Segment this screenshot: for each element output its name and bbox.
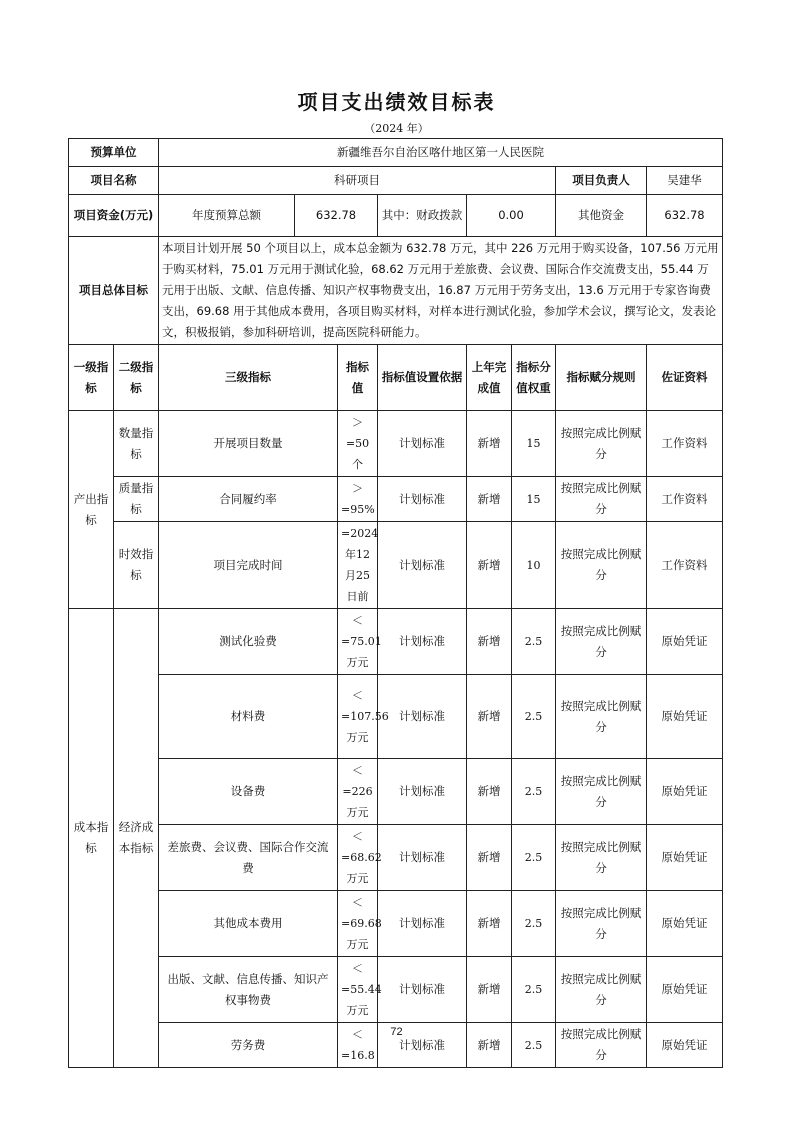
row-name: 设备费 xyxy=(159,759,338,825)
row-name: 劳务费 xyxy=(159,1023,338,1068)
row-value: ＜=55.44万元 xyxy=(338,957,378,1023)
col-level2: 二级指标 xyxy=(114,345,159,411)
table-row xyxy=(69,891,723,957)
table-row xyxy=(69,477,723,522)
row-name: 出版、文献、信息传播、知识产权事物费 xyxy=(159,957,338,1023)
row-evidence: 原始凭证 xyxy=(647,1023,723,1068)
row-name: 差旅费、会议费、国际合作交流费 xyxy=(159,825,338,891)
other-label: 其他资金 xyxy=(556,195,647,237)
fund-label: 项目资金(万元) xyxy=(69,195,159,237)
row-weight: 2.5 xyxy=(512,675,556,759)
row-name: 测试化验费 xyxy=(159,609,338,675)
row-rule: 按照完成比例赋分 xyxy=(556,411,647,477)
table-row xyxy=(69,825,723,891)
table-row xyxy=(69,675,723,759)
row-name: 材料费 xyxy=(159,675,338,759)
row-value: ＜=226万元 xyxy=(338,759,378,825)
unit-value: 新疆维吾尔自治区喀什地区第一人民医院 xyxy=(159,139,723,167)
row-rule: 按照完成比例赋分 xyxy=(556,891,647,957)
year-label: （2024 年） xyxy=(364,122,429,135)
row-last: 新增 xyxy=(467,1023,512,1068)
page-title: 项目支出绩效目标表 xyxy=(297,90,496,114)
row-rule: 按照完成比例赋分 xyxy=(556,522,647,609)
row-rule: 按照完成比例赋分 xyxy=(556,675,647,759)
row-evidence: 原始凭证 xyxy=(647,759,723,825)
manager-label: 项目负责人 xyxy=(556,167,647,195)
row-last: 新增 xyxy=(467,477,512,522)
row-rule: 按照完成比例赋分 xyxy=(556,759,647,825)
row-last: 新增 xyxy=(467,957,512,1023)
group-economic: 经济成本指标 xyxy=(114,609,159,1068)
row-value: =2024年12月25日前 xyxy=(338,522,378,609)
page-number: 72 xyxy=(390,1026,403,1038)
col-basis: 指标值设置依据 xyxy=(378,345,467,411)
row-basis: 计划标准 xyxy=(378,411,467,477)
col-evidence: 佐证资料 xyxy=(647,345,723,411)
group-quality: 质量指标 xyxy=(114,477,159,522)
row-rule: 按照完成比例赋分 xyxy=(556,825,647,891)
row-evidence: 工作资料 xyxy=(647,522,723,609)
row-rule: 按照完成比例赋分 xyxy=(556,609,647,675)
row-name: 合同履约率 xyxy=(159,477,338,522)
row-evidence: 原始凭证 xyxy=(647,675,723,759)
row-evidence: 原始凭证 xyxy=(647,891,723,957)
row-last: 新增 xyxy=(467,675,512,759)
row-basis: 计划标准 xyxy=(378,522,467,609)
row-rule: 按照完成比例赋分 xyxy=(556,957,647,1023)
row-basis: 计划标准 xyxy=(378,759,467,825)
row-weight: 2.5 xyxy=(512,609,556,675)
other-value: 632.78 xyxy=(647,195,723,237)
row-basis: 计划标准 xyxy=(378,957,467,1023)
row-evidence: 原始凭证 xyxy=(647,825,723,891)
col-level1: 一级指标 xyxy=(69,345,114,411)
row-value: ＜=16.8 xyxy=(338,1023,378,1068)
col-level3: 三级指标 xyxy=(159,345,338,411)
row-name: 项目完成时间 xyxy=(159,522,338,609)
row-basis: 计划标准 xyxy=(378,825,467,891)
row-basis: 计划标准 xyxy=(378,675,467,759)
annual-value: 632.78 xyxy=(295,195,378,237)
col-rule: 指标赋分规则 xyxy=(556,345,647,411)
annual-label: 年度预算总额 xyxy=(159,195,295,237)
row-weight: 10 xyxy=(512,522,556,609)
row-basis: 计划标准 xyxy=(378,891,467,957)
row-last: 新增 xyxy=(467,609,512,675)
performance-table xyxy=(68,138,723,1068)
row-weight: 2.5 xyxy=(512,891,556,957)
goal-text: 本项目计划开展 50 个项目以上，成本总金额为 632.78 万元，其中 226 万元用于购买设备，107.56 万元用于购买材料，75.01 万元用于测试化验，68.62 万元用于差旅费、会议费、国际合作交流费支出，55.44 万元用于出版、文献、信息传播、知识产权事物费支出，16.87 万元用于劳务支出，13.6 万元用于专家咨询费支出，69.68 用于其他成本费用，各项目购买材料，对样本进行测试化验，参加学术会议，撰写论文，发表论文，积极报销，参加科研培训，提高医院科研能力。 xyxy=(159,237,723,345)
row-basis: 计划标准 xyxy=(378,609,467,675)
manager-value: 吴建华 xyxy=(647,167,723,195)
col-value: 指标值 xyxy=(338,345,378,411)
row-weight: 2.5 xyxy=(512,759,556,825)
group-quantity: 数量指标 xyxy=(114,411,159,477)
row-last: 新增 xyxy=(467,411,512,477)
row-value: ＜=69.68万元 xyxy=(338,891,378,957)
fiscal-label: 其中：财政拨款 xyxy=(378,195,467,237)
row-basis: 计划标准 xyxy=(378,477,467,522)
row-last: 新增 xyxy=(467,759,512,825)
unit-label: 预算单位 xyxy=(69,139,159,167)
row-value: ＜=68.62万元 xyxy=(338,825,378,891)
row-weight: 2.5 xyxy=(512,1023,556,1068)
table-row xyxy=(69,522,723,609)
row-last: 新增 xyxy=(467,891,512,957)
table-row xyxy=(69,609,723,675)
col-last: 上年完成值 xyxy=(467,345,512,411)
row-last: 新增 xyxy=(467,825,512,891)
row-weight: 15 xyxy=(512,477,556,522)
project-label: 项目名称 xyxy=(69,167,159,195)
row-rule: 按照完成比例赋分 xyxy=(556,1023,647,1068)
table-row xyxy=(69,411,723,477)
row-evidence: 原始凭证 xyxy=(647,957,723,1023)
row-evidence: 工作资料 xyxy=(647,411,723,477)
project-value: 科研项目 xyxy=(159,167,556,195)
row-weight: 2.5 xyxy=(512,825,556,891)
row-name: 开展项目数量 xyxy=(159,411,338,477)
table-row xyxy=(69,759,723,825)
row-weight: 15 xyxy=(512,411,556,477)
row-value: ＞=50个 xyxy=(338,411,378,477)
row-basis: 计划标准 xyxy=(378,1023,467,1068)
row-last: 新增 xyxy=(467,522,512,609)
table-row xyxy=(69,957,723,1023)
group-cost: 成本指标 xyxy=(69,609,114,1068)
fiscal-value: 0.00 xyxy=(467,195,556,237)
goal-label: 项目总体目标 xyxy=(69,237,159,345)
row-weight: 2.5 xyxy=(512,957,556,1023)
row-evidence: 原始凭证 xyxy=(647,609,723,675)
col-weight: 指标分值权重 xyxy=(512,345,556,411)
group-timeliness: 时效指标 xyxy=(114,522,159,609)
row-evidence: 工作资料 xyxy=(647,477,723,522)
group-output: 产出指标 xyxy=(69,411,114,609)
row-value: ＜=75.01万元 xyxy=(338,609,378,675)
row-name: 其他成本费用 xyxy=(159,891,338,957)
row-rule: 按照完成比例赋分 xyxy=(556,477,647,522)
row-value: ＜=107.56万元 xyxy=(338,675,378,759)
row-value: ＞=95% xyxy=(338,477,378,522)
